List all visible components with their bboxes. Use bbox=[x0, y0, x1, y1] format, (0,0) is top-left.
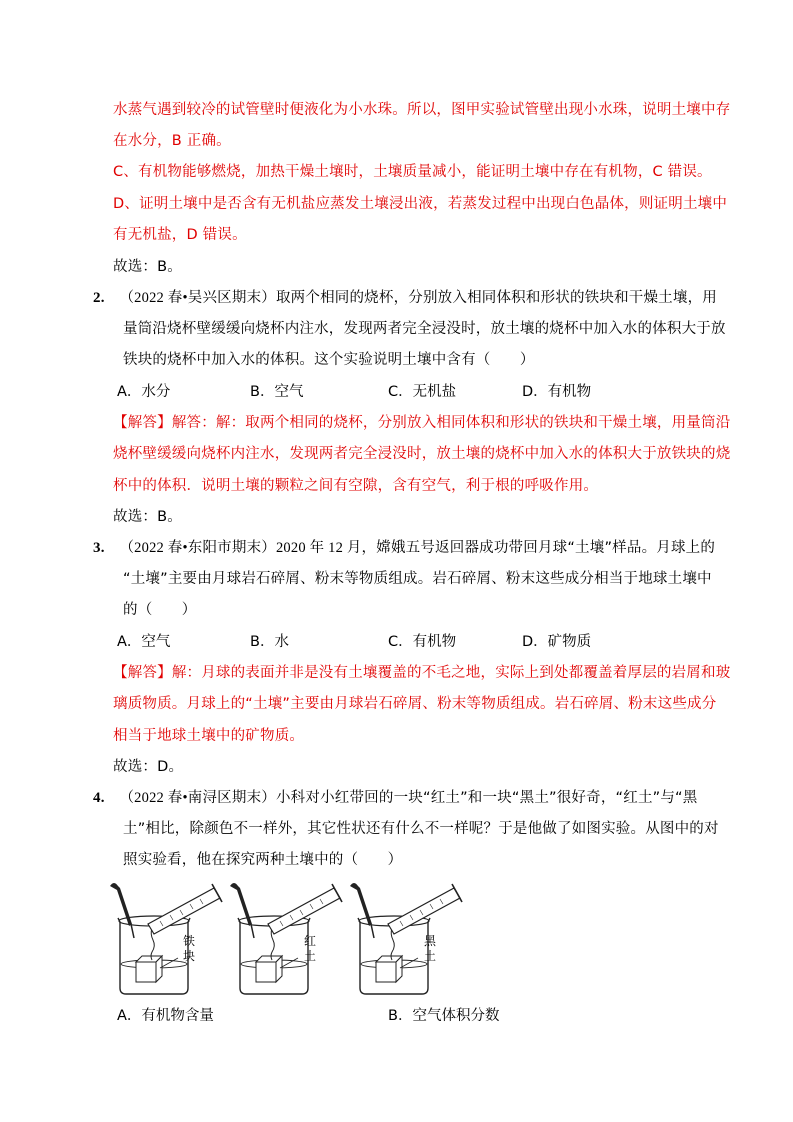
option-c: C．无机盐 bbox=[388, 384, 457, 400]
question-text-line-2: “土壤”主要由月球岩石碎屑、粉末等物质组成。岩石碎屑、粉末这些成分相当于地球土壤中 bbox=[123, 571, 712, 587]
q1-tail-line-4: D、证明土壤中是否含有无机盐应蒸发土壤浸出液，若蒸发过程中出现白色晶体，则证明土壤中 bbox=[113, 196, 728, 212]
answer-line-3: 相当于地球土壤中的矿物质。 bbox=[113, 728, 305, 744]
answer-line-2: 烧杯壁缓缓向烧杯内注水，发现两者完全浸没时，放土壤的烧杯中加入水的体积大于放铁块的烧 bbox=[113, 446, 731, 462]
q1-tail-line-3: C、有机物能够燃烧，加热干燥土壤时，土壤质量减小，能证明土壤中存在有机物，C 错误。 bbox=[113, 164, 712, 180]
answer-line-3: 杯中的体积．说明土壤的颗粒之间有空隙，含有空气，利于根的呼吸作用。 bbox=[113, 478, 599, 494]
question-2 bbox=[93, 288, 717, 308]
q2-choose: 故选：B。 bbox=[113, 509, 182, 525]
question-number: 2. bbox=[93, 290, 105, 306]
option-a: A．空气 bbox=[117, 634, 171, 650]
option-b: B．水 bbox=[250, 634, 289, 650]
label-black-soil: 黑土 bbox=[424, 934, 437, 963]
question-source: （2022 春•南浔区期末） bbox=[119, 790, 276, 806]
question-4 bbox=[93, 788, 697, 808]
question-number: 3. bbox=[93, 540, 105, 556]
answer-tag: 【解答】 bbox=[113, 665, 172, 681]
option-a: A．水分 bbox=[117, 384, 171, 400]
q1-tail-line-5: 有无机盐，D 错误。 bbox=[113, 227, 247, 243]
beaker-black-soil bbox=[350, 883, 462, 994]
question-text-line-2: 量筒沿烧杯壁缓缓向烧杯内注水，发现两者完全浸没时，放土壤的烧杯中加入水的体积大于放 bbox=[123, 321, 726, 337]
beaker-iron bbox=[110, 883, 222, 994]
question-number: 4. bbox=[93, 790, 105, 806]
label-red-soil: 红土 bbox=[304, 934, 317, 963]
question-source: （2022 春•吴兴区期末） bbox=[119, 290, 276, 306]
question-text-line-1: 取两个相同的烧杯，分别放入相同体积和形状的铁块和干燥土壤，用 bbox=[275, 290, 717, 306]
answer-tag: 【解答】 bbox=[113, 415, 172, 431]
answer-line-1: 【解答】解：月球的表面并非是没有土壤覆盖的不毛之地，实际上到处都覆盖着厚层的岩屑和玻 bbox=[113, 665, 731, 681]
q3-choose: 故选：D。 bbox=[113, 759, 184, 775]
option-b: B．空气 bbox=[250, 384, 304, 400]
question-text-line-1: 小科对小红带回的一块“红土”和一块“黑土”很好奇，“红土”与“黑 bbox=[275, 790, 698, 806]
question-text-line-3: 铁块的烧杯中加入水的体积。这个实验说明土壤中含有（ ） bbox=[123, 352, 535, 368]
option-b: B．空气体积分数 bbox=[388, 1008, 500, 1024]
answer-line-1: 【解答】解答：解：取两个相同的烧杯，分别放入相同体积和形状的铁块和干燥土壤，用量筒沿 bbox=[113, 415, 731, 431]
question-text-line-3: 照实验看，他在探究两种土壤中的（ ） bbox=[123, 852, 403, 868]
question-text-line-2: 土”相比，除颜色不一样外，其它性状还有什么不一样呢？于是他做了如图实验。从图中的对 bbox=[123, 821, 719, 837]
option-d: D．有机物 bbox=[522, 384, 592, 400]
q1-tail-line-1: 水蒸气遇到较冷的试管壁时便液化为小水珠。所以，图甲实验试管壁出现小水珠，说明土壤中存 bbox=[113, 102, 731, 118]
answer-line-2: 璃质物质。月球上的“土壤”主要由月球岩石碎屑、粉末等物质组成。岩石碎屑、粉末这些成分 bbox=[113, 696, 717, 712]
question-text-line-3: 的（ ） bbox=[123, 602, 197, 618]
option-d: D．矿物质 bbox=[522, 634, 592, 650]
question-source: （2022 春•东阳市期末）2020 年 12 月， bbox=[119, 540, 377, 556]
question-text-line-1: 嫦娥五号返回器成功带回月球“土壤”样品。月球上的 bbox=[376, 540, 716, 556]
q1-tail-line-2: 在水分，B 正确。 bbox=[113, 133, 231, 149]
q1-choose: 故选：B。 bbox=[113, 259, 182, 275]
option-a: A．有机物含量 bbox=[117, 1008, 214, 1024]
question-3 bbox=[93, 538, 715, 558]
beaker-red-soil bbox=[230, 883, 342, 994]
beaker-experiment-figure bbox=[100, 878, 480, 1003]
option-c: C．有机物 bbox=[388, 634, 457, 650]
label-iron-block: 铁块 bbox=[183, 934, 196, 963]
